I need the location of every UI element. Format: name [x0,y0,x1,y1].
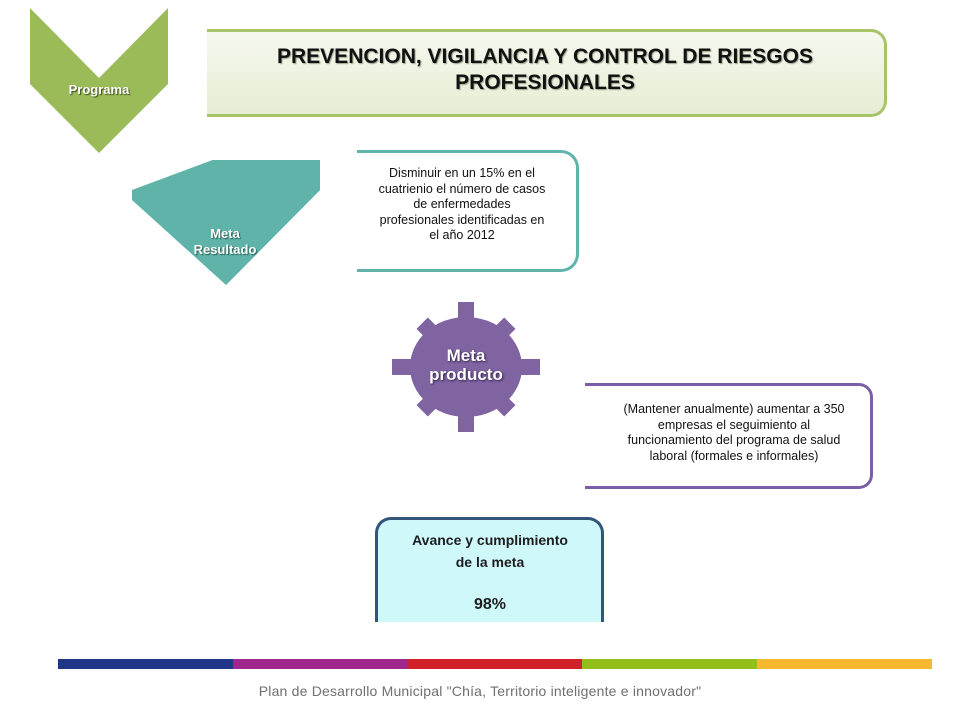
program-title-line-2: PROFESIONALES [455,71,635,94]
color-bar-segment [58,659,233,669]
meta-producto-text-line: funcionamiento del programa de salud [627,433,841,447]
color-bar-segment [408,659,583,669]
footer-color-bar [58,659,932,669]
meta-producto-text-line: empresas el seguimiento al [657,417,811,432]
meta-producto-text-line: (Mantener anualmente) aumentar a 350 [623,402,845,416]
meta-producto-text [594,402,874,464]
meta-resultado-text-line: de enfermedades [413,197,511,211]
meta-resultado-text-line: el año 2012 [429,228,495,242]
color-bar-segment [582,659,757,669]
programa-label: Programa [68,82,130,97]
meta-resultado-chevron [132,160,320,285]
meta-producto-text-line: laboral (formales e informales) [649,448,819,463]
meta-producto-label [408,346,524,384]
programa-chevron [30,8,168,153]
color-bar-segment [233,659,408,669]
meta-resultado-text-line: Disminuir en un 15% en el [389,166,535,180]
program-title [230,44,860,96]
footer-text: Plan de Desarrollo Municipal "Chía, Territorio inteligente e innovador" [258,683,702,699]
avance-title-line-1: Avance y cumplimiento [412,532,568,548]
meta-producto-label-line-1: Meta [446,346,486,365]
meta-resultado-label [150,226,300,258]
meta-resultado-text-line: profesionales identificadas en [379,212,545,227]
meta-resultado-text [360,166,564,244]
meta-resultado-label-line-2: Resultado [193,242,257,257]
meta-resultado-text-line: cuatrienio el número de casos [378,181,546,196]
avance-value: 98% [473,596,507,613]
avance-title-line-2: de la meta [455,554,525,570]
avance-title [380,529,600,573]
program-title-line-1: PREVENCION, VIGILANCIA Y CONTROL DE RIESGOS [277,45,813,68]
meta-resultado-label-line-1: Meta [210,226,240,241]
color-bar-segment [757,659,932,669]
meta-producto-label-line-2: producto [429,365,503,384]
